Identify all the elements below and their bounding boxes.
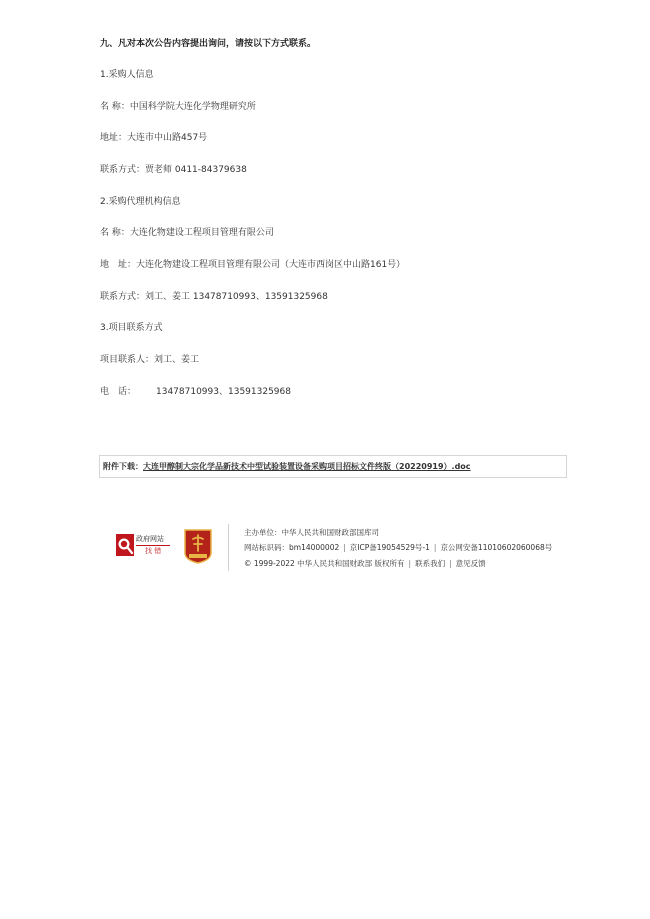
project-phone-label: 电 话：	[100, 387, 137, 397]
footer-public-security-link[interactable]: 京公网安备11010602060068号	[440, 543, 553, 552]
attachment-box	[99, 455, 567, 478]
gov-site-title: 政府网站	[136, 535, 164, 543]
agency-address: 地 址：大连化物建设工程项目管理有限公司（大连市西岗区中山路161号）	[100, 260, 406, 270]
project-phone-value: 13478710993、13591325968	[156, 387, 291, 397]
magnifier-icon	[114, 532, 136, 558]
purchaser-heading: 1.采购人信息	[100, 70, 154, 80]
gov-logo-rule	[136, 545, 170, 546]
footer-registration-line: 网站标识码：bm14000002 | 京ICP备19054529号-1 | 京公网安备11010602060068号	[244, 543, 553, 552]
purchaser-name: 名 称：中国科学院大连化学物理研究所	[100, 102, 256, 112]
agency-name: 名 称：大连化物建设工程项目管理有限公司	[100, 228, 274, 238]
agency-contact: 联系方式：刘工、姜工 13478710993、13591325968	[100, 292, 328, 302]
footer-host: 主办单位：中华人民共和国财政部国库司	[244, 528, 379, 537]
footer-divider	[228, 524, 229, 571]
section-heading: 九、凡对本次公告内容提出询问，请按以下方式联系。	[100, 39, 317, 49]
attachment-line	[103, 462, 471, 472]
attachment-download-link[interactable]: 大连甲醇制大宗化学品新技术中型试验装置设备采购项目招标文件终版（20220919）.doc	[143, 462, 471, 471]
attachment-label: 附件下载：	[103, 462, 143, 471]
purchaser-contact: 联系方式：贾老师 0411-84379638	[100, 165, 247, 175]
footer-copyright: © 1999-2022 中华人民共和国财政部 版权所有	[244, 559, 405, 568]
gov-site-error-report-logo[interactable]	[114, 532, 174, 560]
project-heading: 3.项目联系方式	[100, 323, 163, 333]
footer-icp-link[interactable]: 京ICP备19054529号-1	[349, 543, 430, 552]
gov-site-subtitle: 找 错	[145, 547, 162, 555]
party-government-badge[interactable]	[182, 527, 214, 565]
agency-heading: 2.采购代理机构信息	[100, 197, 181, 207]
party-government-badge-icon	[182, 527, 214, 565]
project-contact-person: 项目联系人：刘工、姜工	[100, 355, 200, 365]
footer-site-id: 网站标识码：bm14000002	[244, 543, 340, 552]
footer-feedback-link[interactable]: 意见反馈	[455, 559, 486, 568]
footer-copyright-line: © 1999-2022 中华人民共和国财政部 版权所有 | 联系我们 | 意见反馈	[244, 559, 486, 568]
purchaser-address: 地址：大连市中山路457号	[100, 133, 208, 143]
footer-contact-us-link[interactable]: 联系我们	[415, 559, 446, 568]
